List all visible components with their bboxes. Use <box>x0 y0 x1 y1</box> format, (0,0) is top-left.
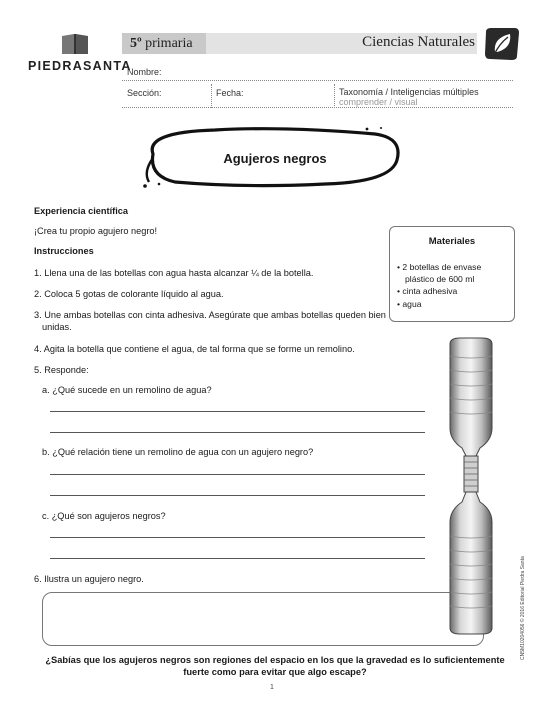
section-label: Sección: <box>127 88 162 98</box>
name-label: Nombre: <box>127 67 162 77</box>
book-icon <box>60 32 90 56</box>
bottles-illustration <box>440 336 502 636</box>
material-item: • 2 botellas de envase <box>397 262 482 272</box>
subject-title: Ciencias Naturales <box>362 34 475 50</box>
answer-line[interactable] <box>50 411 425 412</box>
step-text: 5. Responde: <box>34 365 89 375</box>
section-field-line <box>122 107 513 108</box>
name-field-line[interactable] <box>122 80 513 81</box>
fact-text <box>40 654 510 678</box>
taxonomy-label: Taxonomía / Inteligencias múltiples <box>339 87 479 97</box>
taxonomy-value: comprender / visual <box>339 97 418 107</box>
instructions-heading: Instrucciones <box>34 246 94 256</box>
page-number: 1 <box>270 684 274 691</box>
material-item: • cinta adhesiva <box>397 286 458 296</box>
answer-line[interactable] <box>50 495 425 496</box>
step-text: 2. Coloca 5 gotas de colorante líquido al agua. <box>34 289 224 299</box>
answer-line[interactable] <box>50 558 425 559</box>
answer-line[interactable] <box>50 474 425 475</box>
intro-text: ¡Crea tu propio agujero negro! <box>34 226 158 236</box>
experience-heading: Experiencia científica <box>34 206 128 216</box>
step-text: 1. Llena una de las botellas con agua hasta alcanzar ¼ de la botella. <box>34 268 314 278</box>
drawing-area[interactable] <box>42 592 484 646</box>
date-label: Fecha: <box>216 88 244 98</box>
question-b: b. ¿Qué relación tiene un remolino de agua con un agujero negro? <box>42 447 314 457</box>
leaf-icon <box>483 26 521 62</box>
materials-title: Materiales <box>428 236 476 247</box>
divider <box>211 84 212 108</box>
step-text: 3. Une ambas botellas con cinta adhesiva. Asegúrate que ambas botellas queden bien <box>34 310 386 320</box>
answer-line[interactable] <box>50 537 425 538</box>
question-c: c. ¿Qué son agujeros negros? <box>42 511 166 521</box>
material-item: plástico de 600 ml <box>405 274 475 284</box>
answer-line[interactable] <box>50 432 425 433</box>
copyright-text: CN5M10204056 © 2016 Editorial Piedra Santa <box>520 556 526 660</box>
page-title: Agujeros negros <box>223 151 327 166</box>
step-6-text: 6. Ilustra un agujero negro. <box>34 574 144 584</box>
grade-label <box>130 36 193 52</box>
brand-logo-text: PIEDRASANTA <box>28 59 132 73</box>
fact-line: ¿Sabías que los agujeros negros son regiones del espacio en los que la gravedad es lo suficientemente <box>45 655 505 665</box>
material-item: • agua <box>397 299 422 309</box>
step-text: 4. Agita la botella que contiene el agua, de tal forma que se forme un remolino. <box>34 344 355 354</box>
fact-line: fuerte como para evitar que algo escape? <box>183 667 367 677</box>
divider <box>334 84 335 108</box>
grade-number: 5º <box>130 36 142 51</box>
question-a: a. ¿Qué sucede en un remolino de agua? <box>42 385 212 395</box>
step-text: unidas. <box>42 322 72 332</box>
grade-word: primaria <box>145 36 193 51</box>
